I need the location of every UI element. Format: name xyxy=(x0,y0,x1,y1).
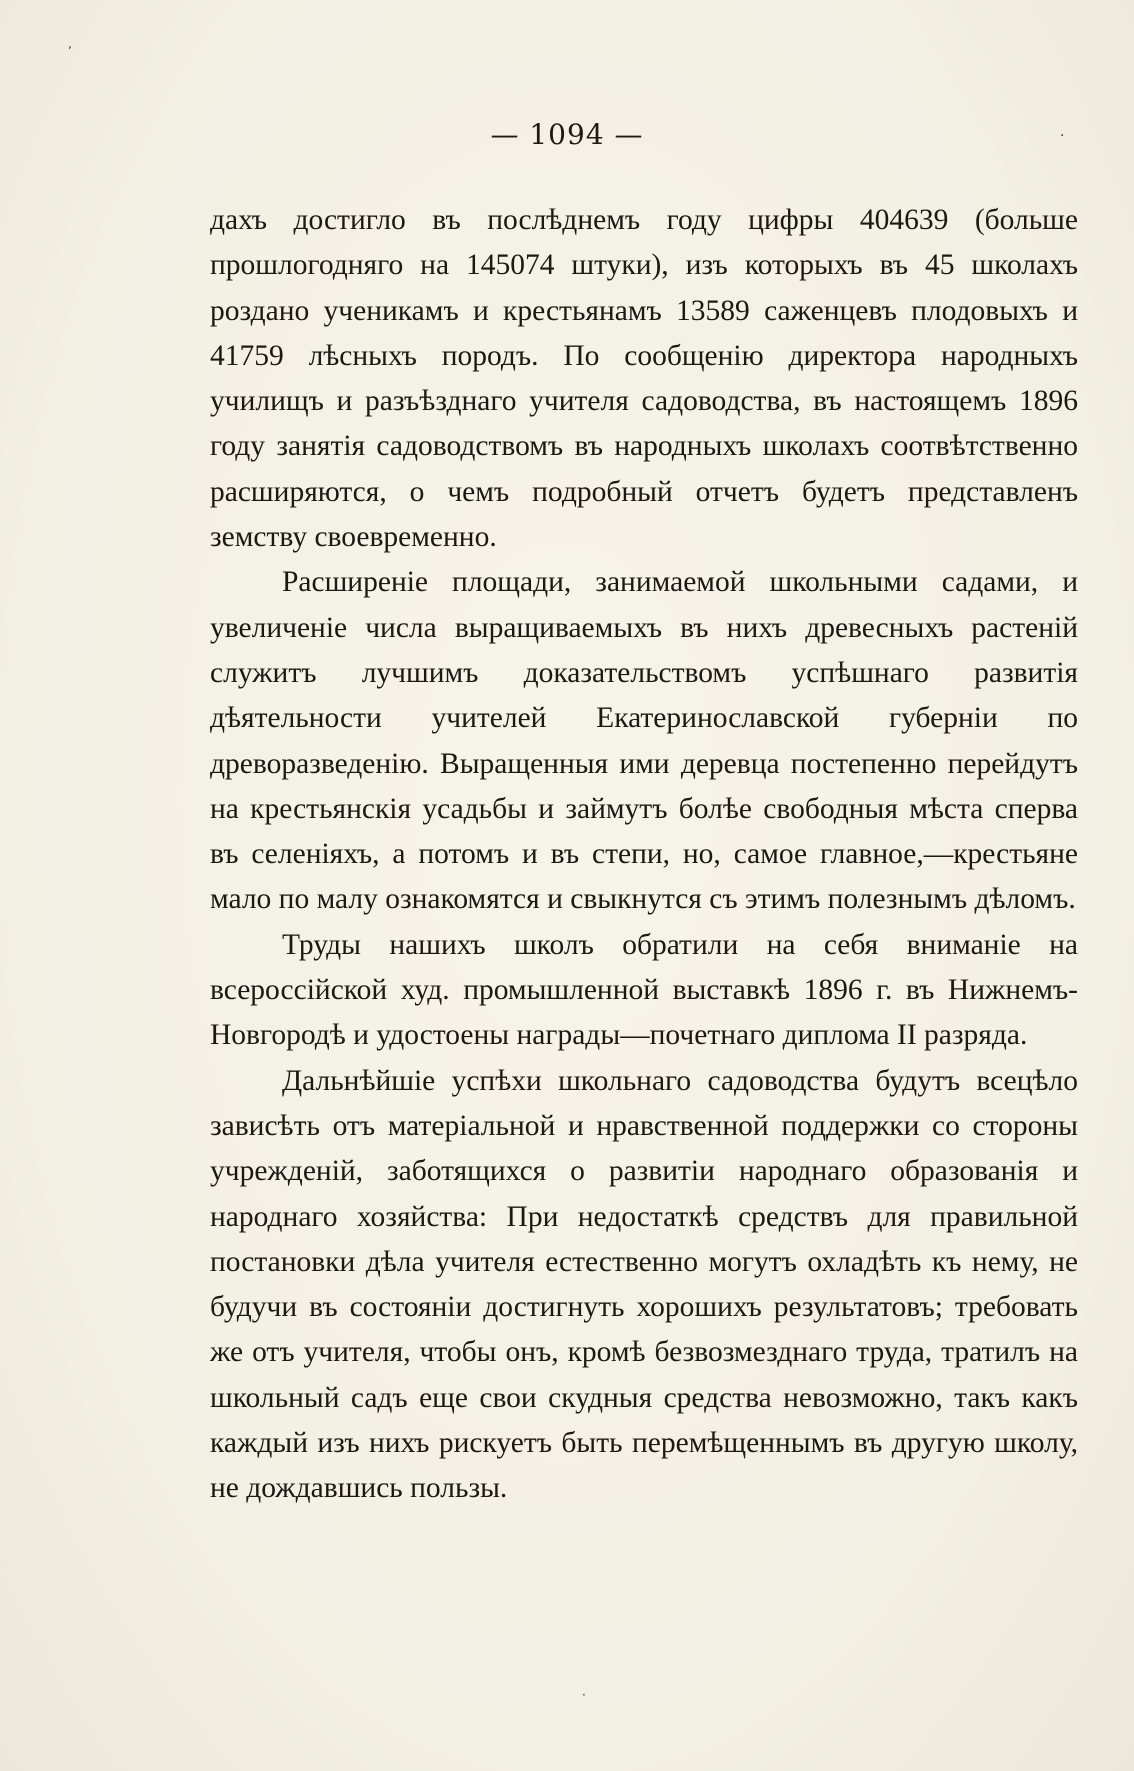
page-number: — 1094 — xyxy=(490,118,644,151)
paragraph-continuation: дахъ достигло въ послѣднемъ году цифры 404639 (больше прошлогодняго на 145074 штуки), изъ которыхъ въ 45 школахъ роздано ученикамъ и крестьянамъ 13589 саженцевъ плодовыхъ и 41759 лѣсныхъ породъ. По сообщенію директора народныхъ училищъ и разъѣзднаго учителя садоводства, въ настоящемъ 1896 году занятія садоводствомъ въ народныхъ школахъ соотвѣтственно расширяются, о чемъ подробный отчетъ будетъ представленъ земству своевременно. xyxy=(210,204,1078,554)
paragraph: Дальнѣйшіе успѣхи школьнаго садоводства будутъ всецѣло зависѣть отъ матеріальной и нравственной поддержки со стороны учрежденій, заботящихся о развитіи народнаго образованія и народнаго хозяйства: При недостаткѣ средствъ для правильной постановки дѣла учителя естественно могутъ охладѣть къ нему, не будучи въ состояніи достигнуть хорошихъ результатовъ; требовать же отъ учителя, чтобы онъ, кромѣ безвозмезднаго труда, тратилъ на школьный садъ еще свои скудныя средства невозможно, такъ какъ каждый изъ нихъ рискуетъ быть перемѣщеннымъ въ другую школу, не дождавшись пользы. xyxy=(210,1064,1078,1505)
stray-mark: · xyxy=(582,1688,586,1702)
body-text xyxy=(210,198,1078,1512)
paragraph: Труды нашихъ школъ обратили на себя вниманіе на всероссійской худ. промышленной выставкѣ 1896 г. въ Нижнемъ-Новгородѣ и удостоены награды—почетнаго диплома II разряда. xyxy=(210,928,1078,1052)
stray-mark: · xyxy=(1060,128,1065,144)
paragraph: Расширеніе площади, занимаемой школьными садами, и увеличеніе числа выращиваемыхъ въ нихъ древесныхъ растеній служитъ лучшимъ доказательствомъ успѣшнаго развитія дѣятельности учителей Екатеринославской губерніи по древоразведенію. Выращенныя ими деревца постепенно перейдутъ на крестьянскія усадьбы и займутъ болѣе свободныя мѣста сперва въ селеніяхъ, а потомъ и въ степи, но, самое главное,—крестьяне мало по малу ознакомятся и свыкнутся съ этимъ полезнымъ дѣломъ. xyxy=(210,566,1078,916)
stray-mark: ٬ xyxy=(68,44,72,58)
